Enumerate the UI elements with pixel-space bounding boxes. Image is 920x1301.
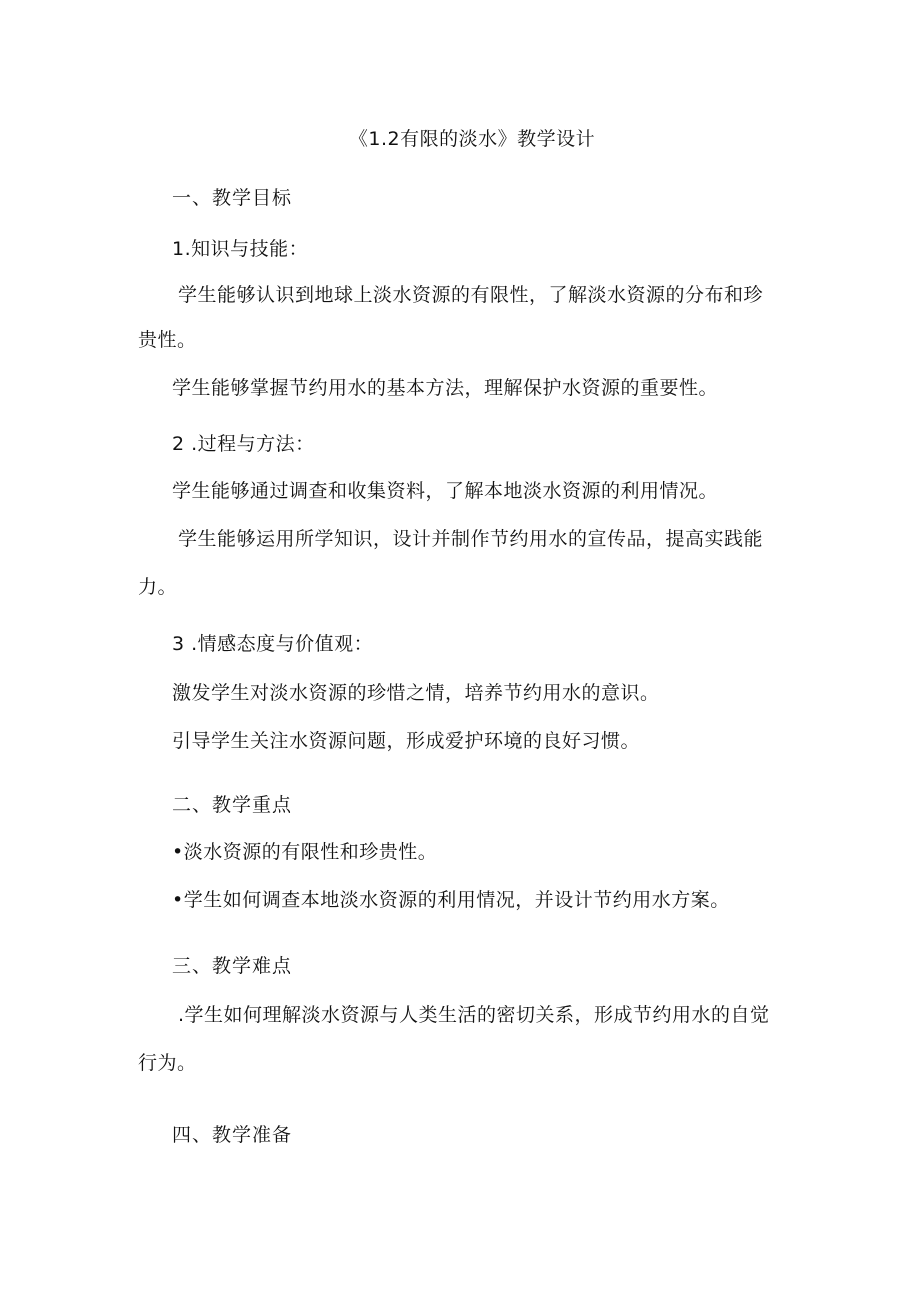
paragraph-knowledge-2: 学生能够掌握节约用水的基本方法，理解保护水资源的重要性。 [172,377,719,399]
subheading-knowledge: 1.知识与技能： [172,238,309,260]
list-item-keypoint-1: •淡水资源的有限性和珍贵性。 [172,841,438,863]
document-title: 《1.2有限的淡水》教学设计 [348,128,596,150]
section-heading-preparation: 四、教学准备 [172,1124,293,1146]
list-item-keypoint-2: •学生如何调查本地淡水资源的利用情况，并设计节约用水方案。 [172,889,730,911]
subheading-emotion: 3 .情感态度与价值观： [172,633,374,655]
paragraph-knowledge-1-line1: 学生能够认识到地球上淡水资源的有限性，了解淡水资源的分布和珍 [178,284,764,306]
section-heading-keypoints: 二、教学重点 [172,794,293,816]
paragraph-knowledge-1-line2: 贵性。 [138,329,197,351]
paragraph-emotion-2: 引导学生关注水资源问题，形成爱护环境的良好习惯。 [172,730,641,752]
paragraph-process-2-line1: 学生能够运用所学知识，设计并制作节约用水的宣传品，提高实践能 [178,528,764,550]
paragraph-difficulty-line2: 行为。 [138,1052,197,1074]
paragraph-process-2-line2: 力。 [138,576,178,598]
paragraph-process-1: 学生能够通过调查和收集资料，了解本地淡水资源的利用情况。 [172,480,719,502]
paragraph-difficulty-line1: .学生如何理解淡水资源与人类生活的密切关系，形成节约用水的自觉 [178,1004,770,1026]
section-heading-objectives: 一、教学目标 [172,187,293,209]
subheading-process: 2 .过程与方法： [172,433,315,455]
section-heading-difficulty: 三、教学难点 [172,955,293,977]
paragraph-emotion-1: 激发学生对淡水资源的珍惜之情，培养节约用水的意识。 [172,682,660,704]
